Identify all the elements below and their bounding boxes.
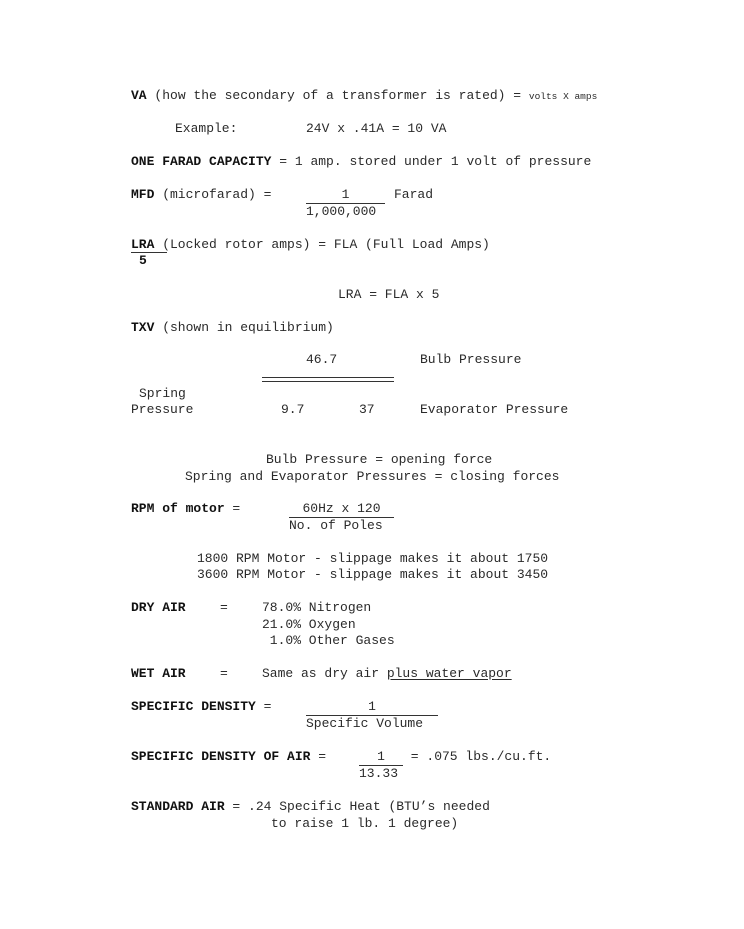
txv-diaphragm-line-top	[262, 377, 394, 378]
farad-term: ONE FARAD CAPACITY	[131, 154, 272, 169]
mfd-term: MFD	[131, 187, 155, 202]
specific-density-term: SPECIFIC DENSITY	[131, 699, 256, 714]
txv-evap-value: 37	[359, 402, 375, 417]
va-line	[131, 88, 597, 105]
farad-desc: = 1 amp. stored under 1 volt of pressure	[271, 154, 592, 169]
txv-note-opening: Bulb Pressure = opening force	[266, 452, 493, 467]
va-example-value: 24V x .41A = 10 VA	[306, 121, 447, 136]
dry-air-nitrogen: 78.0% Nitrogen	[262, 600, 372, 615]
rpm-example-1800: 1800 RPM Motor - slippage makes it about 1750	[197, 551, 549, 566]
wet-air-eq: =	[220, 666, 228, 681]
sd-air-line	[131, 749, 334, 765]
rpm-denominator: No. of Poles	[289, 518, 383, 533]
standard-air-desc: = .24 Specific Heat (BTU’s needed	[224, 799, 490, 814]
rpm-eq: =	[224, 501, 249, 516]
wet-air-line	[262, 666, 512, 682]
sd-air-result: = .075 lbs./cu.ft.	[403, 749, 552, 764]
sd-air-denominator: 13.33	[359, 766, 399, 781]
txv-evap-label: Evaporator Pressure	[420, 402, 569, 417]
specific-density-denominator: Specific Volume	[306, 716, 424, 731]
mfd-line	[131, 187, 279, 203]
dry-air-term: DRY AIR	[131, 600, 186, 615]
txv-line	[131, 320, 334, 336]
txv-spring-value: 9.7	[281, 402, 305, 417]
wet-air-emphasis: plus water vapor	[386, 666, 512, 681]
lra-formula: LRA = FLA x 5	[338, 287, 440, 302]
lra-desc: (Locked rotor amps) = FLA (Full Load Amps)	[154, 237, 490, 252]
specific-density-eq: =	[255, 699, 280, 714]
dry-air-eq: =	[220, 600, 228, 615]
sd-air-eq: =	[310, 749, 334, 764]
txv-spring-label-1: Spring	[139, 386, 186, 401]
rpm-term: RPM of motor	[131, 501, 225, 516]
lra-term: LRA	[131, 237, 155, 252]
mfd-unit: Farad	[394, 187, 434, 202]
txv-desc: (shown in equilibrium)	[154, 320, 334, 335]
txv-bulb-value: 46.7	[306, 352, 338, 367]
specific-density-numerator: 1	[368, 699, 376, 714]
rpm-line	[131, 501, 248, 517]
va-formula: volts X amps	[528, 91, 598, 102]
lra-line	[131, 237, 490, 253]
txv-bulb-label: Bulb Pressure	[420, 352, 522, 367]
standard-air-term: STANDARD AIR	[131, 799, 225, 814]
standard-air-desc-continued: to raise 1 lb. 1 degree)	[271, 816, 459, 831]
dry-air-oxygen: 21.0% Oxygen	[262, 617, 356, 632]
sd-air-term: SPECIFIC DENSITY OF AIR	[131, 749, 311, 764]
wet-air-term: WET AIR	[131, 666, 186, 681]
sd-air-numerator: 1	[377, 749, 385, 764]
txv-term: TXV	[131, 320, 155, 335]
mfd-numerator: 1	[341, 187, 350, 202]
wet-air-desc: Same as dry air	[262, 666, 387, 681]
lra-fraction-bar	[131, 252, 167, 253]
mfd-denominator: 1,000,000	[306, 204, 377, 219]
txv-note-closing: Spring and Evaporator Pressures = closing forces	[185, 469, 560, 484]
txv-diaphragm-line-bottom	[262, 381, 394, 382]
farad-line	[131, 154, 591, 170]
rpm-numerator: 60Hz x 120	[302, 501, 381, 516]
va-desc: (how the secondary of a transformer is rated) =	[146, 88, 529, 103]
va-term: VA	[131, 88, 147, 103]
va-example-label: Example:	[175, 121, 238, 136]
standard-air-line	[131, 799, 490, 815]
mfd-desc: (microfarad) =	[154, 187, 280, 202]
rpm-example-3600: 3600 RPM Motor - slippage makes it about 3450	[197, 567, 549, 582]
dry-air-other-gases: 1.0% Other Gases	[262, 633, 395, 648]
txv-spring-label-2: Pressure	[131, 402, 194, 417]
lra-divisor: 5	[139, 253, 147, 268]
specific-density-line	[131, 699, 279, 715]
